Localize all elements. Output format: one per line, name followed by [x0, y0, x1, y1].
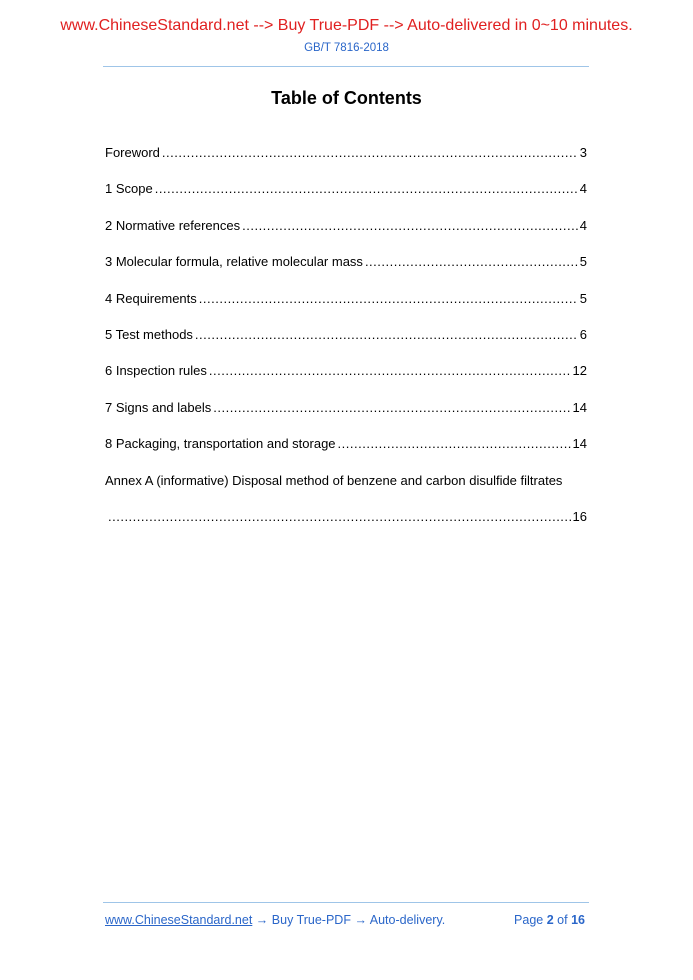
- toc-entry-page: 4: [579, 217, 587, 233]
- page-word: Page: [514, 913, 544, 927]
- arrow-right-icon: →: [354, 913, 367, 927]
- toc-entry-test-methods[interactable]: [105, 327, 587, 363]
- toc-entry-page: 4: [579, 181, 587, 197]
- toc-entry-signs-and-labels[interactable]: [105, 400, 587, 436]
- of-word: of: [557, 913, 568, 927]
- footer-delivery-text: Auto-delivery.: [369, 913, 446, 927]
- dot-leader: [209, 363, 571, 378]
- footer-promo: [105, 913, 445, 927]
- standard-code: GB/T 7816-2018: [304, 42, 389, 54]
- dot-leader: [338, 436, 571, 451]
- toc-entry-page: 14: [572, 399, 587, 415]
- page-total: 16: [571, 913, 585, 927]
- toc-entry-label: 7 Signs and labels: [105, 399, 212, 415]
- page-title: Table of Contents: [271, 88, 422, 108]
- toc-entry-page: 16: [572, 508, 587, 524]
- toc-entry-label: 1 Scope: [105, 181, 153, 197]
- toc-entry-scope[interactable]: [105, 181, 587, 217]
- dot-leader: [195, 327, 578, 342]
- toc-entry-label: 4 Requirements: [105, 290, 197, 306]
- footer-divider: [103, 902, 589, 903]
- dot-leader: [199, 291, 578, 306]
- toc-entry-foreword[interactable]: [105, 145, 587, 181]
- page-indicator: [514, 913, 585, 927]
- header-divider: [103, 66, 589, 67]
- table-of-contents: [105, 145, 587, 539]
- toc-entry-label: 5 Test methods: [105, 326, 193, 342]
- page-footer: [105, 913, 585, 927]
- footer-buy-text: Buy True-PDF: [271, 913, 351, 927]
- toc-entry-page: 6: [579, 326, 587, 342]
- toc-entry-packaging[interactable]: [105, 436, 587, 472]
- footer-site-link[interactable]: www.ChineseStandard.net: [105, 913, 253, 927]
- dot-leader: [365, 254, 578, 269]
- toc-entry-label: 8 Packaging, transportation and storage: [105, 436, 336, 452]
- toc-entry-normative-references[interactable]: [105, 218, 587, 254]
- dot-leader: [242, 218, 578, 233]
- toc-entry-page: 3: [579, 145, 587, 160]
- toc-entry-molecular-formula[interactable]: [105, 254, 587, 290]
- page-current: 2: [546, 913, 554, 927]
- dot-leader: [213, 400, 570, 415]
- dot-leader: [108, 509, 571, 524]
- toc-entry-page: 5: [579, 290, 587, 306]
- promo-banner[interactable]: www.ChineseStandard.net --> Buy True-PDF --> Auto-delivered in 0~10 minutes.: [60, 17, 633, 34]
- dot-leader: [155, 181, 578, 196]
- toc-entry-page: 14: [572, 436, 587, 452]
- toc-entry-label: 3 Molecular formula, relative molecular mass: [105, 254, 363, 270]
- toc-entry-requirements[interactable]: [105, 291, 587, 327]
- toc-entry-label: Foreword: [105, 145, 160, 160]
- arrow-right-icon: →: [255, 913, 269, 927]
- annex-page-line: [105, 509, 587, 539]
- toc-entry-annex-a[interactable]: [105, 473, 587, 539]
- toc-entry-inspection-rules[interactable]: [105, 363, 587, 399]
- dot-leader: [162, 145, 578, 160]
- toc-entry-label: 2 Normative references: [105, 217, 241, 233]
- toc-entry-label: 6 Inspection rules: [105, 363, 207, 379]
- toc-entry-page: 5: [579, 254, 587, 270]
- toc-entry-page: 12: [572, 363, 587, 379]
- toc-entry-label: Annex A (informative) Disposal method of benzene and carbon disulfide filtrates: [105, 472, 563, 488]
